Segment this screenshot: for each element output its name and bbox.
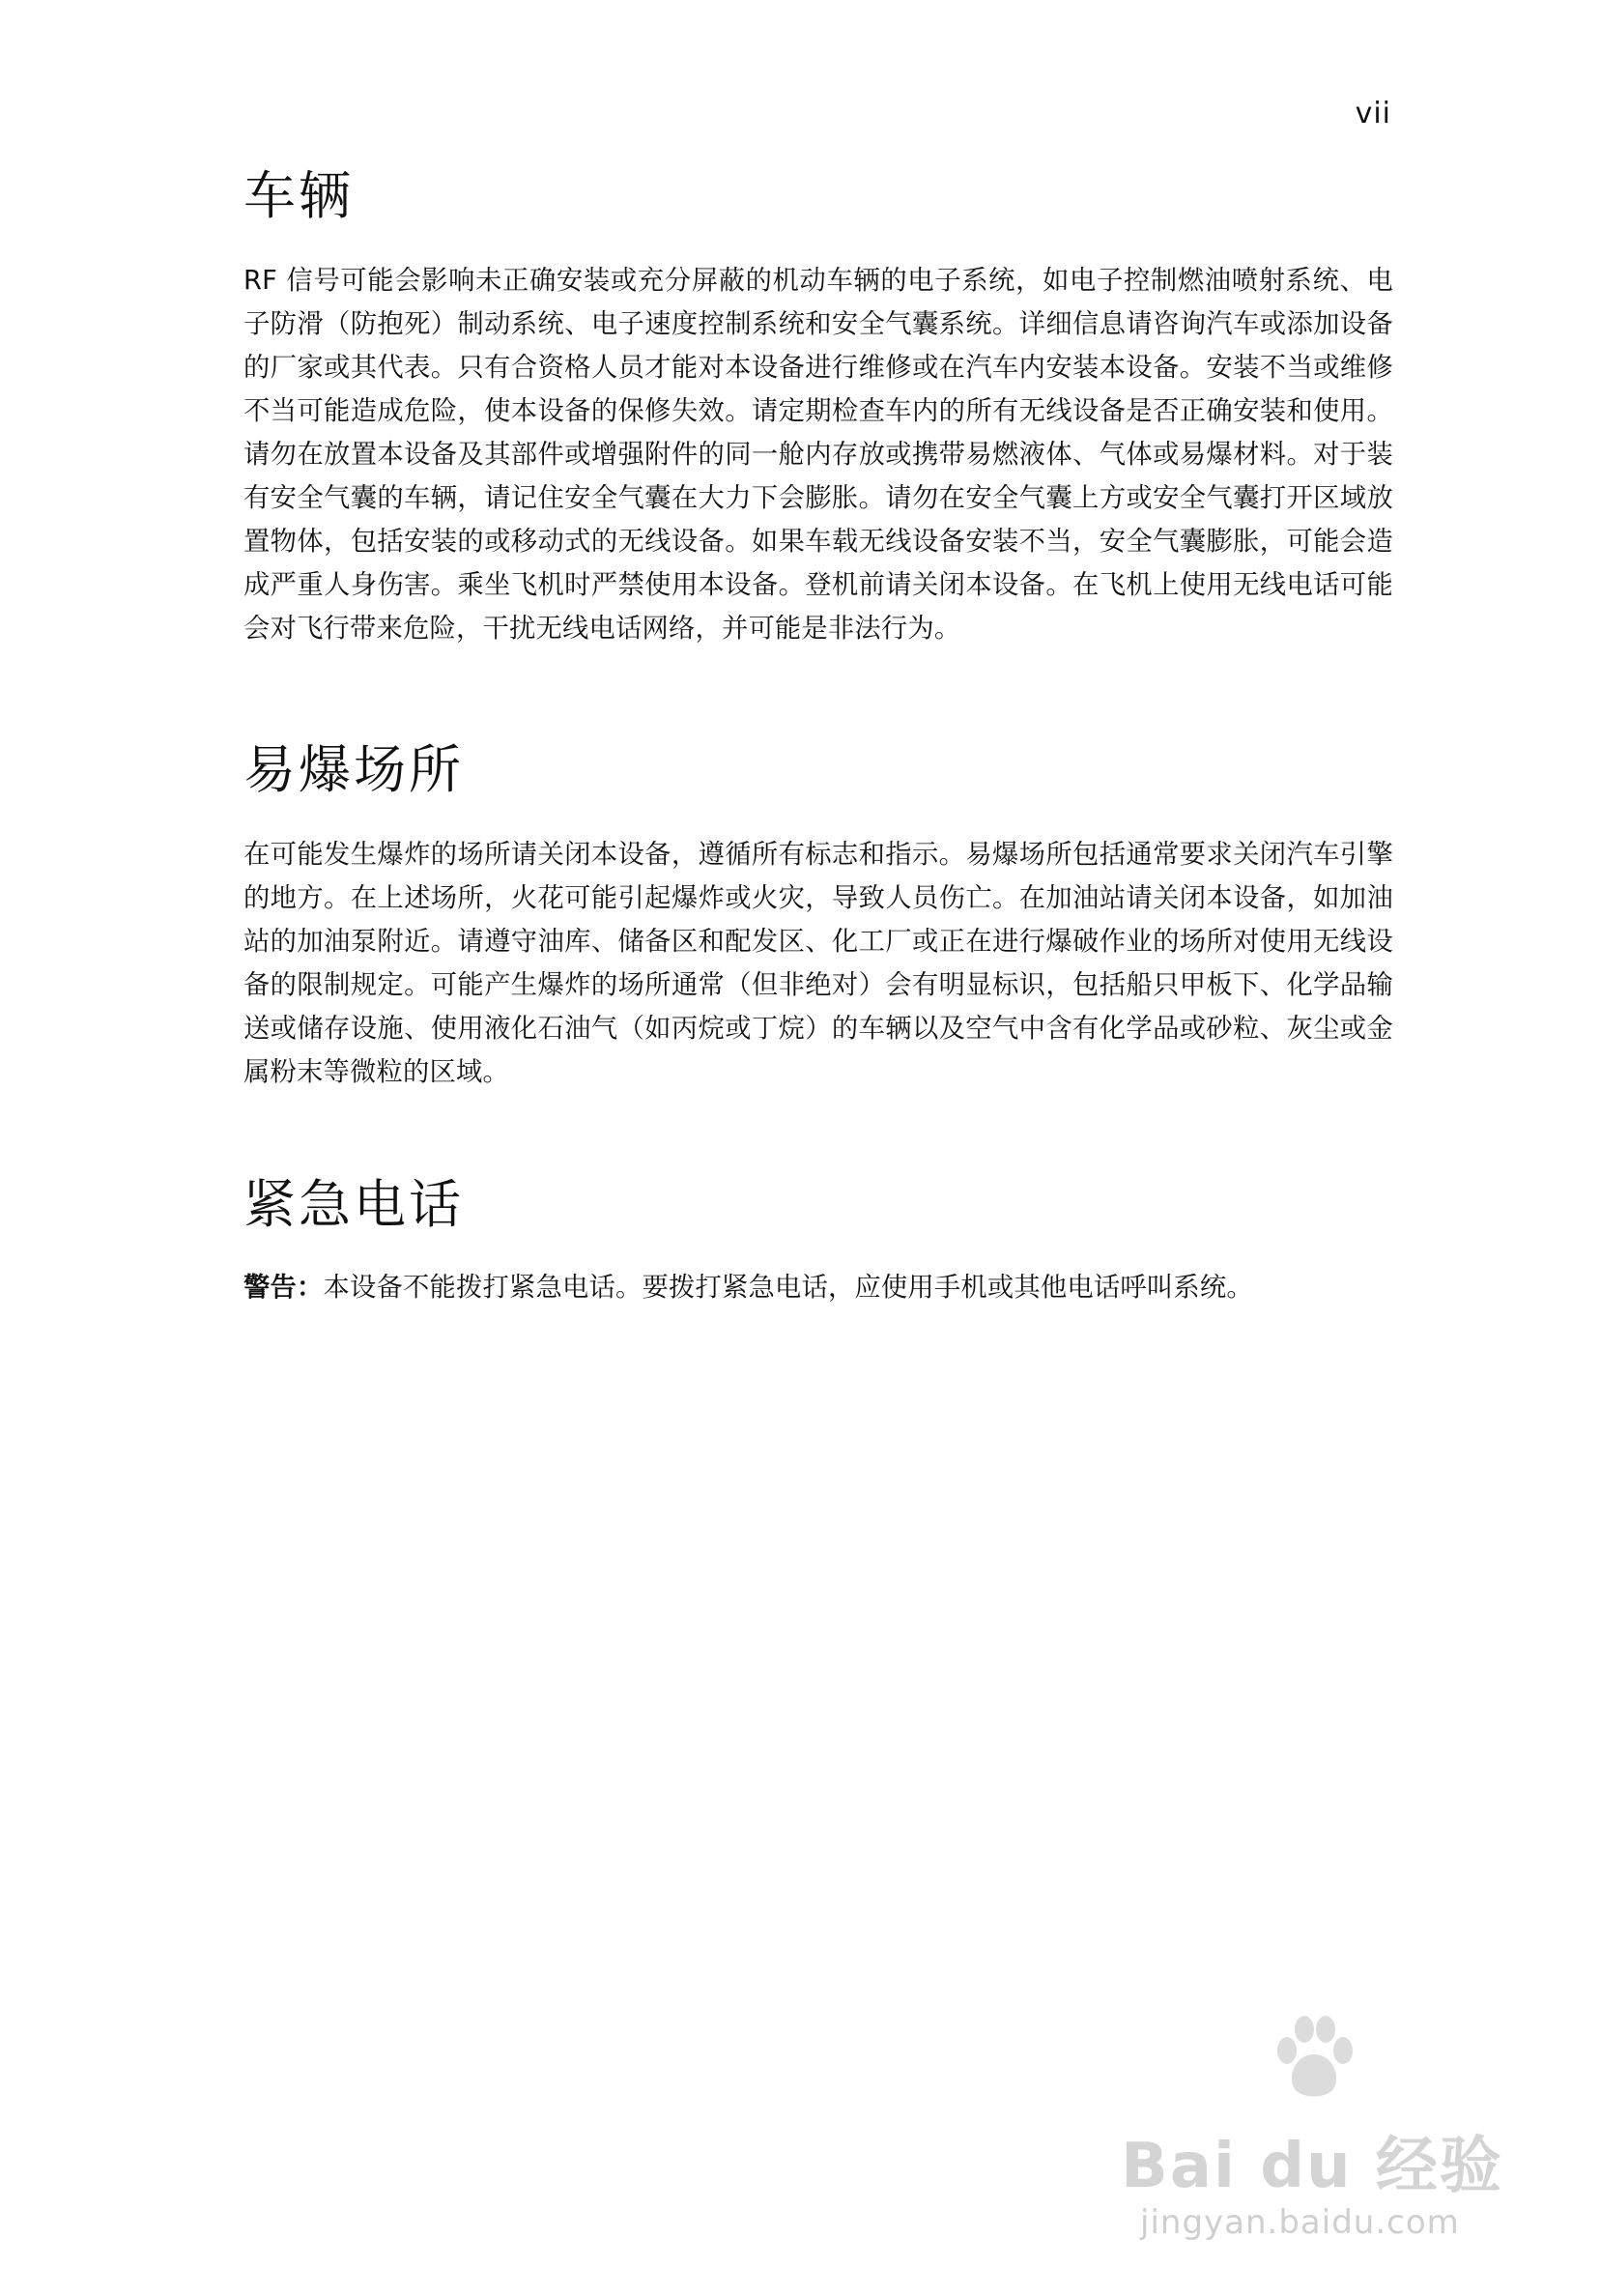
page-number: vii	[1355, 97, 1391, 130]
section-vehicles	[243, 162, 1393, 650]
section-heading-vehicles: 车辆	[243, 165, 354, 226]
section-explosive-areas	[243, 736, 1393, 1094]
watermark-url: jingyan.baidu.com	[1140, 2203, 1460, 2242]
warning-label: 警告：	[243, 1273, 324, 1303]
baidu-jingyan-watermark	[1111, 2010, 1517, 2261]
section-body-vehicles: RF 信号可能会影响未正确安装或充分屏蔽的机动车辆的电子系统，如电子控制燃油喷射系统、电子防滑（防抱死）制动系统、电子速度控制系统和安全气囊系统。详细信息请咨询汽车或添加设备的厂家或其代表。只有合资格人员才能对本设备进行维修或在汽车内安装本设备。安装不当或维修不当可能造成危险，使本设备的保修失效。请定期检查车内的所有无线设备是否正确安装和使用。请勿在放置本设备及其部件或增强附件的同一舱内存放或携带易燃液体、气体或易爆材料。对于装有安全气囊的车辆，请记住安全气囊在大力下会膨胀。请勿在安全气囊上方或安全气囊打开区域放置物体，包括安装的或移动式的无线设备。如果车载无线设备安装不当，安全气囊膨胀，可能会造成严重人身伤害。乘坐飞机时严禁使用本设备。登机前请关闭本设备。在飞机上使用无线电话可能会对飞行带来危险，干扰无线电话网络，并可能是非法行为。	[243, 266, 1393, 644]
section-emergency-calls	[243, 1171, 1393, 1309]
section-heading-explosive-areas: 易爆场所	[243, 739, 464, 800]
warning-text: 本设备不能拨打紧急电话。要拨打紧急电话，应使用手机或其他电话呼叫系统。	[323, 1273, 1253, 1303]
watermark-brand: Bai du 经验	[1121, 2131, 1503, 2202]
section-body-explosive-areas: 在可能发生爆炸的场所请关闭本设备，遵循所有标志和指示。易爆场所包括通常要求关闭汽车引擎的地方。在上述场所，火花可能引起爆炸或火灾，导致人员伤亡。在加油站请关闭本设备，如加油站的加油泵附近。请遵守油库、储备区和配发区、化工厂或正在进行爆破作业的场所对使用无线设备的限制规定。可能产生爆炸的场所通常（但非绝对）会有明显标识，包括船只甲板下、化学品输送或储存设施、使用液化石油气（如丙烷或丁烷）的车辆以及空气中含有化学品或砂粒、灰尘或金属粉末等微粒的区域。	[243, 840, 1393, 1087]
paw-logo-icon	[1266, 2010, 1362, 2107]
section-body-emergency-calls	[243, 1266, 1393, 1309]
section-heading-emergency-calls: 紧急电话	[243, 1174, 464, 1235]
